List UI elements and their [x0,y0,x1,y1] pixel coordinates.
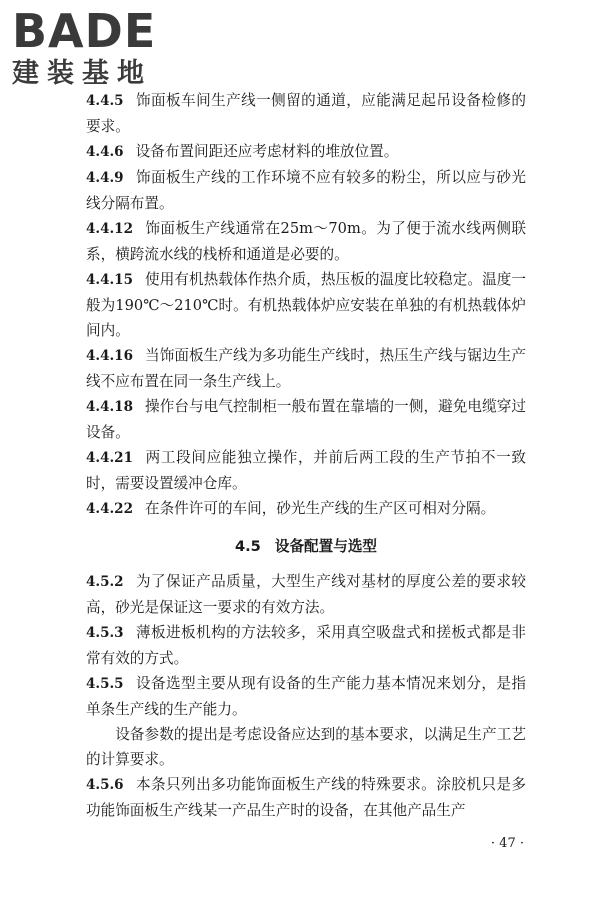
clause-number: 4.4.21 [86,450,133,466]
clause-text: 饰面板生产线的工作环境不应有较多的粉尘，所以应与砂光线分隔布置。 [86,169,526,212]
clause-4-4-9 [86,165,526,216]
clause-text: 操作台与电气控制柜一般布置在靠墙的一侧，避免电缆穿过设备。 [86,398,526,441]
clause-number: 4.4.6 [86,144,124,160]
section-title: 设备配置与选型 [274,538,378,555]
clause-4-4-5 [86,88,526,139]
clause-text: 为了保证产品质量，大型生产线对基材的厚度公差的要求较高，砂光是保证这一要求的有效方法。 [86,573,526,616]
clause-number: 4.5.6 [86,777,124,793]
clause-text: 两工段间应能独立操作，并前后两工段的生产节拍不一致时，需要设置缓冲仓库。 [86,449,526,492]
clause-number: 4.4.18 [86,399,133,415]
clause-text: 设备布置间距还应考虑材料的堆放位置。 [135,143,399,160]
clause-text: 饰面板车间生产线一侧留的通道，应能满足起吊设备检修的要求。 [86,92,526,135]
clause-number: 4.4.5 [86,93,124,109]
clause-4-4-22 [86,496,526,522]
clause-text: 使用有机热载体作热介质，热压板的温度比较稳定。温度一般为190℃～210℃时。有机热载体炉应安装在单独的有机热载体炉间内。 [86,271,526,339]
clause-number: 4.5.2 [86,574,124,590]
clause-4-4-18 [86,394,526,445]
clause-4-4-16 [86,343,526,394]
clause-number: 4.4.15 [86,272,133,288]
clause-text: 设备选型主要从现有设备的生产能力基本情况来划分，是指单条生产线的生产能力。 [86,675,526,718]
clause-4-5-5-continuation [86,722,526,772]
clause-4-5-6 [86,772,526,823]
logo-chinese: 建装基地 [12,58,152,89]
clause-4-4-12 [86,216,526,267]
clause-4-4-6 [86,139,526,165]
clause-text: 在条件许可的车间，砂光生产线的生产区可相对分隔。 [144,500,496,517]
clause-text: 设备参数的提出是考虑设备应达到的基本要求，以满足生产工艺的计算要求。 [86,726,526,768]
clause-number: 4.5.3 [86,625,124,641]
clause-4-5-2 [86,569,526,620]
clause-4-4-15 [86,267,526,343]
page-number: · 47 · [490,836,524,851]
clause-number: 4.4.9 [86,170,124,186]
clause-number: 4.4.22 [86,501,133,517]
section-number: 4.5 [234,538,261,555]
clause-4-4-21 [86,445,526,496]
section-heading [86,534,526,559]
clause-text: 饰面板生产线通常在25m～70m。为了便于流水线两侧联系，横跨流水线的栈桥和通道是必要的。 [86,220,526,263]
clause-text: 薄板进板机构的方法较多，采用真空吸盘式和搓板式都是非常有效的方式。 [86,624,526,667]
clause-4-5-5 [86,671,526,722]
clause-number: 4.4.16 [86,348,133,364]
clause-number: 4.5.5 [86,676,124,692]
clause-text: 本条只列出多功能饰面板生产线的特殊要求。涂胶机只是多功能饰面板生产线某一产品生产时的设备，在其他产品生产 [86,776,526,819]
clause-text: 当饰面板生产线为多功能生产线时，热压生产线与锯边生产线不应布置在同一条生产线上。 [86,347,526,390]
clause-number: 4.4.12 [86,221,133,237]
bade-logo [12,6,182,90]
logo-wordmark: BADE [12,4,157,58]
clause-4-5-3 [86,620,526,671]
document-body [86,88,526,823]
